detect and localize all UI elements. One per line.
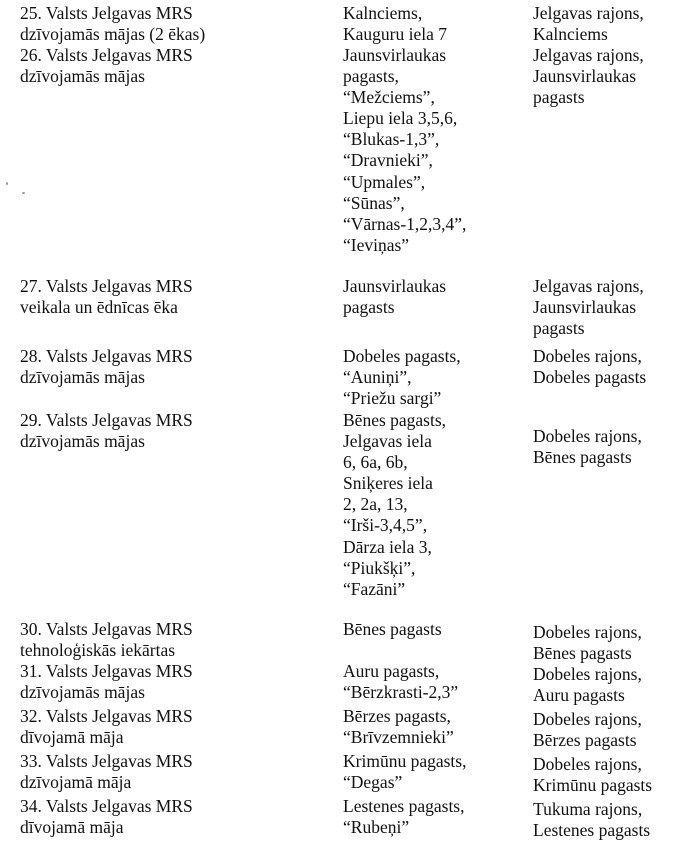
address-cell bbox=[343, 619, 528, 640]
region-cell bbox=[533, 664, 698, 706]
cell-line: Jaunsvirlaukas bbox=[533, 297, 637, 318]
cell-line: pagasts bbox=[533, 318, 585, 339]
cell-line: dīvojamā māja bbox=[20, 817, 124, 838]
region-cell bbox=[533, 426, 698, 468]
cell-line: pagasts, bbox=[343, 66, 399, 87]
cell-line: Bēnes pagasts bbox=[533, 643, 632, 664]
cell-line: Tukuma rajons, bbox=[533, 799, 643, 819]
cell-line: dīvojamā māja bbox=[20, 727, 124, 748]
object-name-cell bbox=[20, 751, 325, 793]
cell-line: Lestenes pagasts, bbox=[343, 796, 465, 816]
cell-line: Kauguru iela 7 bbox=[343, 24, 447, 45]
address-cell bbox=[343, 346, 528, 409]
cell-line: Krimūnu pagasts bbox=[533, 775, 653, 796]
cell-line: Jelgavas rajons, bbox=[533, 276, 644, 296]
cell-line: veikala un ēdnīcas ēka bbox=[20, 297, 178, 318]
region-cell bbox=[533, 346, 698, 388]
cell-line: Dobeles rajons, bbox=[533, 709, 642, 729]
cell-line: “Brīvzemnieki” bbox=[343, 727, 454, 748]
cell-line: dzīvojamās mājas (2 ēkas) bbox=[20, 24, 206, 45]
cell-line: “Dravnieki”, bbox=[343, 150, 433, 171]
cell-line: 6, 6a, 6b, bbox=[343, 452, 408, 473]
cell-line: Dārza iela 3, bbox=[343, 536, 432, 557]
region-cell bbox=[533, 709, 698, 751]
object-name-cell bbox=[20, 410, 325, 452]
cell-line: Dobeles rajons, bbox=[533, 754, 642, 774]
scan-speck bbox=[6, 182, 8, 185]
region-cell bbox=[533, 3, 698, 45]
cell-line: “Degas” bbox=[343, 772, 403, 793]
object-name-cell bbox=[20, 796, 325, 838]
cell-line: Sniķeres iela bbox=[343, 473, 433, 494]
cell-line: 28. Valsts Jelgavas MRS bbox=[20, 346, 193, 366]
cell-line: Kalnciems bbox=[533, 24, 608, 45]
cell-line: Bēnes pagasts bbox=[533, 447, 632, 468]
cell-line: Auru pagasts bbox=[533, 685, 625, 706]
cell-line: dzīvojamā māja bbox=[20, 772, 132, 793]
region-cell bbox=[533, 45, 698, 108]
cell-line: Jaunsvirlaukas bbox=[533, 66, 637, 87]
object-name-cell bbox=[20, 619, 325, 661]
cell-line: Bēnes pagasts bbox=[343, 619, 442, 639]
cell-line: dzīvojamās mājas bbox=[20, 682, 145, 703]
cell-line: “Piukšķi”, bbox=[343, 557, 416, 578]
region-cell bbox=[533, 622, 698, 664]
cell-line: “Ieviņas” bbox=[343, 234, 410, 255]
address-cell bbox=[343, 751, 528, 793]
cell-line: Bērzes pagasts bbox=[533, 730, 637, 751]
cell-line: tehnoloģiskās iekārtas bbox=[20, 640, 176, 661]
cell-line: Dobeles pagasts bbox=[533, 367, 647, 388]
object-name-cell bbox=[20, 706, 325, 748]
cell-line: Krimūnu pagasts, bbox=[343, 751, 467, 771]
object-name-cell bbox=[20, 661, 325, 703]
region-cell bbox=[533, 799, 698, 841]
cell-line: Dobeles rajons, bbox=[533, 664, 642, 684]
cell-line: 30. Valsts Jelgavas MRS bbox=[20, 619, 193, 639]
address-cell bbox=[343, 661, 528, 703]
cell-line: 32. Valsts Jelgavas MRS bbox=[20, 706, 193, 726]
cell-line: dzīvojamās mājas bbox=[20, 431, 145, 452]
cell-line: pagasts bbox=[533, 87, 585, 108]
cell-line: Lestenes pagasts bbox=[533, 820, 651, 841]
cell-line: Bēnes pagasts, bbox=[343, 410, 447, 430]
cell-line: dzīvojamās mājas bbox=[20, 367, 145, 388]
cell-line: 27. Valsts Jelgavas MRS bbox=[20, 276, 193, 296]
cell-line: Jelgavas rajons, bbox=[533, 3, 644, 23]
cell-line: 25. Valsts Jelgavas MRS bbox=[20, 3, 193, 23]
cell-line: “Irši-3,4,5”, bbox=[343, 515, 428, 536]
cell-line: “Fazāni” bbox=[343, 578, 406, 599]
cell-line: pagasts bbox=[343, 297, 395, 318]
cell-line: “Mežciems”, bbox=[343, 87, 435, 108]
cell-line: Jelgavas rajons, bbox=[533, 45, 644, 65]
cell-line: Jaunsvirlaukas bbox=[343, 276, 447, 296]
cell-line: Dobeles rajons, bbox=[533, 622, 642, 642]
cell-line: Jaunsvirlaukas bbox=[343, 45, 447, 65]
region-cell bbox=[533, 754, 698, 796]
cell-line: “Priežu sargi” bbox=[343, 388, 442, 409]
cell-line: “Bērzkrasti-2,3” bbox=[343, 682, 459, 703]
cell-line: Auru pagasts, bbox=[343, 661, 440, 681]
address-cell bbox=[343, 3, 528, 45]
address-cell bbox=[343, 796, 528, 838]
address-cell bbox=[343, 45, 528, 256]
cell-line: “Vārnas-1,2,3,4”, bbox=[343, 213, 467, 234]
cell-line: 29. Valsts Jelgavas MRS bbox=[20, 410, 193, 430]
cell-line: 34. Valsts Jelgavas MRS bbox=[20, 796, 193, 816]
cell-line: “Auniņi”, bbox=[343, 367, 412, 388]
cell-line: 26. Valsts Jelgavas MRS bbox=[20, 45, 193, 65]
cell-line: “Upmales”, bbox=[343, 171, 426, 192]
cell-line: Jelgavas iela bbox=[343, 431, 432, 452]
scan-speck bbox=[22, 192, 25, 194]
object-name-cell bbox=[20, 276, 325, 318]
cell-line: dzīvojamās mājas bbox=[20, 66, 145, 87]
region-cell bbox=[533, 276, 698, 339]
cell-line: Dobeles pagasts, bbox=[343, 346, 461, 366]
cell-line: “Blukas-1,3”, bbox=[343, 129, 440, 150]
address-cell bbox=[343, 276, 528, 318]
cell-line: 33. Valsts Jelgavas MRS bbox=[20, 751, 193, 771]
cell-line: Kalnciems, bbox=[343, 3, 423, 23]
cell-line: Dobeles rajons, bbox=[533, 426, 642, 446]
cell-line: 2, 2a, 13, bbox=[343, 494, 408, 515]
address-cell bbox=[343, 410, 528, 600]
address-cell bbox=[343, 706, 528, 748]
object-name-cell bbox=[20, 45, 325, 87]
cell-line: Dobeles rajons, bbox=[533, 346, 642, 366]
cell-line: Liepu iela 3,5,6, bbox=[343, 108, 458, 129]
object-name-cell bbox=[20, 3, 325, 45]
cell-line: Bērzes pagasts, bbox=[343, 706, 451, 726]
cell-line: 31. Valsts Jelgavas MRS bbox=[20, 661, 193, 681]
cell-line: “Sūnas”, bbox=[343, 192, 405, 213]
cell-line: “Rubeņi” bbox=[343, 817, 410, 838]
object-name-cell bbox=[20, 346, 325, 388]
